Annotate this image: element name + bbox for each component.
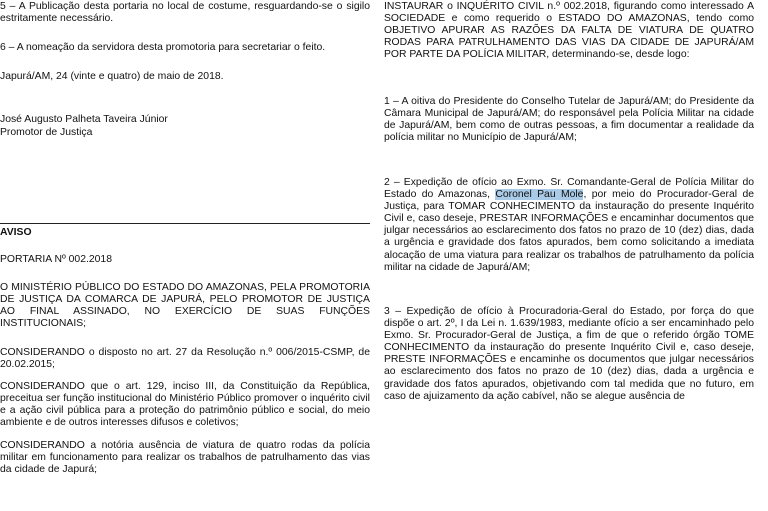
- section-divider: [0, 223, 370, 224]
- item-2-after: , por meio do Procurador-Geral de Justiça, para TOMAR CONHECIMENTO da instauração do presente Inquérito Civil e, caso deseje, PRESTAR INFORMAÇÕES e encaminhar documentos que julgar necessários ao esclarecimento dos fatos no prazo de 10 (dez) dias, dada a urgência e gravidade dos fatos apurados, bem como solicitando a imediata alocação de uma viatura para realizar os trabalhos de patrulhamento da polícia militar na cidade de Japurá/AM;: [384, 189, 755, 273]
- item-2-text: [384, 177, 754, 274]
- considerando-2: CONSIDERANDO que o art. 129, inciso III, da Constituição da República, preceitua ser função institucional do Ministério Público promover o inquérito civil e a ação civil pública para a proteção do patrimônio público e social, do meio ambiente e de outros interesses difusos e coletivos;: [0, 381, 370, 429]
- item-5-text: 5 – A Publicação desta portaria no local de costume, resguardando-se o sigilo estritamente necessário.: [0, 1, 370, 25]
- intro-paragraph: O MINISTÉRIO PÚBLICO DO ESTADO DO AMAZONAS, PELA PROMOTORIA DE JUSTIÇA DA COMARCA DE JAPURÁ, PELO PROMOTOR DE JUSTIÇA AO FINAL ASSINADO, NO EXERCÍCIO DE SUAS FUNÇÕES INSTITUCIONAIS;: [0, 282, 370, 330]
- considerando-3: CONSIDERANDO a notória ausência de viatura de quatro rodas da polícia militar em funcionamento para realizar os trabalhos de patrulhamento das vias da cidade de Japurá;: [0, 440, 370, 476]
- signer-name: José Augusto Palheta Taveira Júnior: [0, 114, 168, 125]
- considerando-1: CONSIDERANDO o disposto no art. 27 da Resolução n.º 006/2015-CSMP, de 20.02.2015;: [0, 347, 370, 371]
- item-3-text: 3 – Expedição de ofício à Procuradoria-Geral do Estado, por força do que dispõe o art. 2º, I da Lei n. 1.639/1983, mediante ofício a ser encaminhado pelo Exmo. Sr. Procurador-Geral de Justiça, a fim de que o referido órgão TOME CONHECIMENTO da instauração do presente Inquérito Civil e, caso deseje, PRESTE INFORMAÇÕES e encaminhe os documentos que julgar necessários ao esclarecimento dos fatos no prazo de 10 (dez) dias, dada a urgência e gravidade dos fatos apurados, objetivando com tal medida que no futuro, em caso de ajuizamento da ação cabível, não se alegue ausência de: [384, 306, 754, 402]
- highlighted-name: Coronel Pau Mole: [495, 189, 584, 201]
- portaria-number: PORTARIA Nº 002.2018: [0, 254, 112, 265]
- instaurar-paragraph: INSTAURAR o INQUÉRITO CIVIL n.º 002.2018, figurando como interessado A SOCIEDADE e como requerido o ESTADO DO AMAZONAS, tendo como OBJETIVO APURAR AS RAZÕES DA FALTA DE VIATURA DE QUATRO RODAS PARA PATRULHAMENTO DAS VIAS DA CIDADE DE JAPURÁ/AM POR PARTE DA POLÍCIA MILITAR, determinando-se, desde logo:: [384, 1, 754, 61]
- signer-role: Promotor de Justiça: [0, 127, 93, 138]
- item-2-before: 2 – Expedição de ofício ao Exmo. Sr. Comandante-Geral de Polícia Militar do Estado do Amazonas,: [384, 177, 754, 201]
- date-line: Japurá/AM, 24 (vinte e quatro) de maio de 2018.: [0, 71, 224, 82]
- item-6-text: 6 – A nomeação da servidora desta promotoria para secretariar o feito.: [0, 42, 326, 53]
- aviso-heading: AVISO: [0, 227, 32, 238]
- item-1-text: 1 – A oitiva do Presidente do Conselho Tutelar de Japurá/AM; do Presidente da Câmara Municipal de Japurá/AM; do responsável pela Polícia Militar na cidade de Japurá/AM, bem como de outras pessoas, a fim documentar a realidade da polícia militar no Município de Japurá/AM;: [384, 96, 754, 144]
